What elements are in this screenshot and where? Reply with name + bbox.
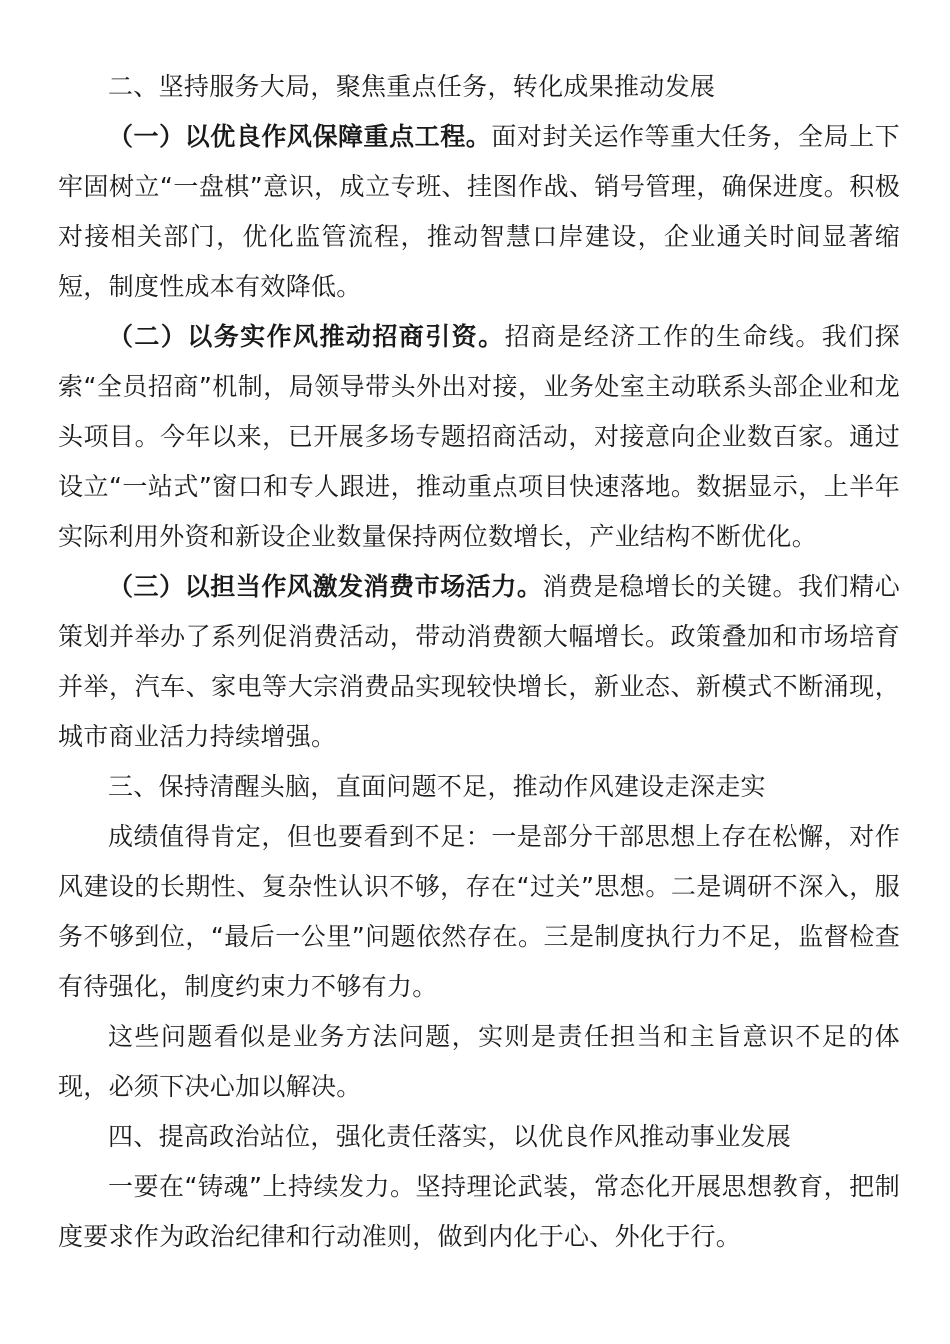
document-page bbox=[58, 62, 900, 1262]
item-lead-3: （三）以担当作风激发消费市场活力。 bbox=[108, 572, 543, 601]
item-text-3: 消费是稳增长的关键。我们精心策划并举办了系列促消费活动，带动消费额大幅增长。政策叠加和市场培育并举，汽车、家电等大宗消费品实现较快增长，新业态、新模式不断涌现，城市商业活力持续增强。 bbox=[58, 572, 901, 751]
item-lead-1: （一）以优良作风保障重点工程。 bbox=[108, 122, 492, 151]
section-heading-4: 四、提高政治站位，强化责任落实，以优良作风推动事业发展 bbox=[108, 1122, 792, 1151]
item-paragraph-3 bbox=[58, 562, 900, 762]
section-heading-3: 三、保持清醒头脑，直面问题不足，推动作风建设走深走实 bbox=[108, 772, 766, 801]
section-4-paragraph-1: 一要在“铸魂”上持续发力。坚持理论武装，常态化开展思想教育，把制度要求作为政治纪律和行动准则，做到内化于心、外化于行。 bbox=[58, 1172, 900, 1251]
item-paragraph-1 bbox=[58, 112, 900, 312]
item-text-1: 面对封关运作等重大任务，全局上下牢固树立“一盘棋”意识，成立专班、挂图作战、销号管理，确保进度。积极对接相关部门，优化监管流程，推动智慧口岸建设，企业通关时间显著缩短，制度性成本有效降低。 bbox=[58, 122, 900, 301]
item-lead-2: （二）以务实作风推动招商引资。 bbox=[108, 322, 505, 351]
section-3-paragraph-1: 成绩值得肯定，但也要看到不足：一是部分干部思想上存在松懈，对作风建设的长期性、复杂性认识不够，存在“过关”思想。二是调研不深入，服务不够到位，“最后一公里”问题依然存在。三是制度执行力不足，监督检查有待强化，制度约束力不够有力。 bbox=[58, 822, 900, 1001]
item-text-2: 招商是经济工作的生命线。我们探索“全员招商”机制，局领导带头外出对接，业务处室主动联系头部企业和龙头项目。今年以来，已开展多场专题招商活动，对接意向企业数百家。通过设立“一站式”窗口和专人跟进，推动重点项目快速落地。数据显示，上半年实际利用外资和新设企业数量保持两位数增长，产业结构不断优化。 bbox=[58, 322, 900, 551]
section-heading-2: 二、坚持服务大局，聚焦重点任务，转化成果推动发展 bbox=[108, 72, 716, 101]
section-3-paragraph-2: 这些问题看似是业务方法问题，实则是责任担当和主旨意识不足的体现，必须下决心加以解决。 bbox=[58, 1022, 900, 1101]
item-paragraph-2 bbox=[58, 312, 900, 562]
